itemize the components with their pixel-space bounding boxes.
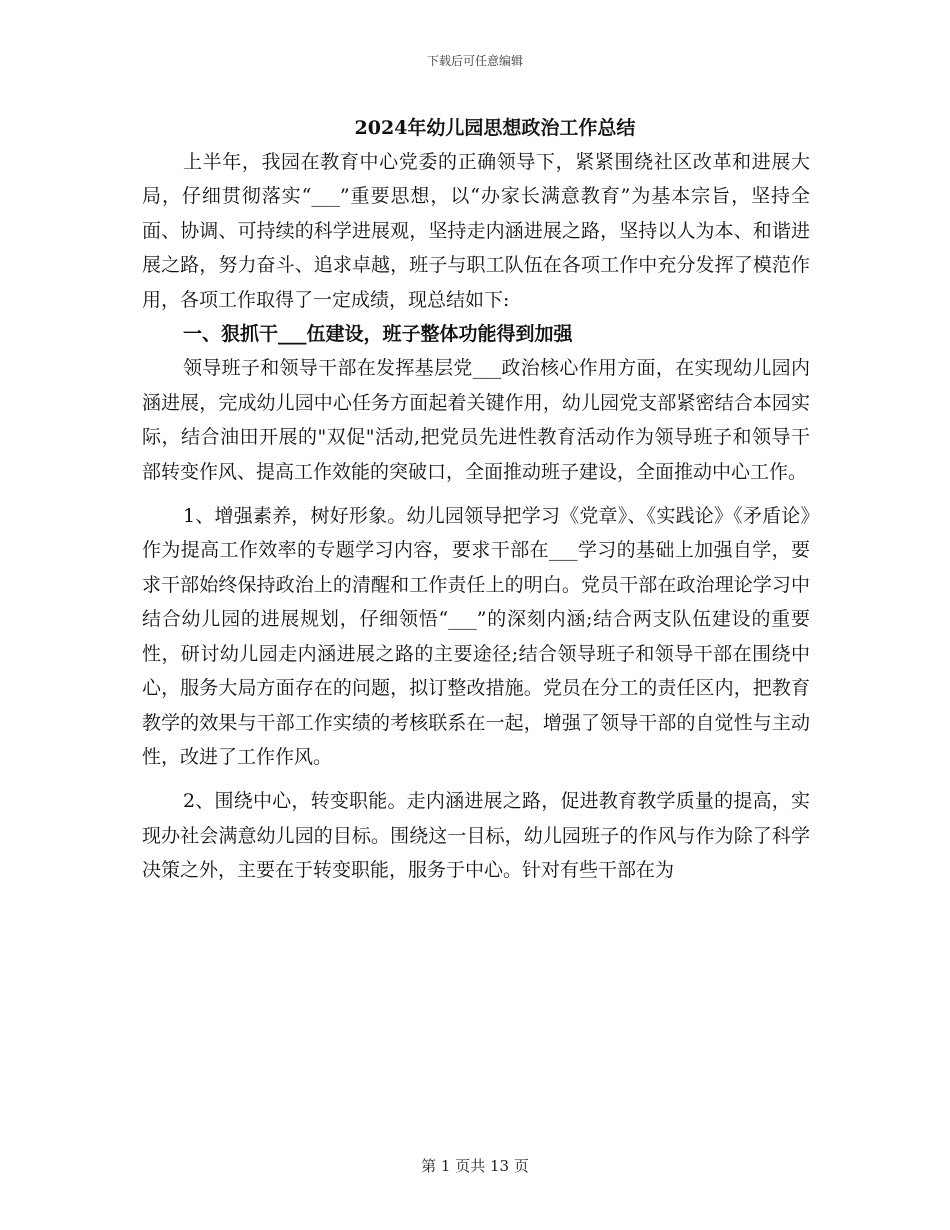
section-1-paragraph: 领导班子和领导干部在发挥基层党___政治核心作用方面，在实现幼儿园内涵进展，完成幼儿园中心任务方面起着关键作用，幼儿园党支部紧密结合本园实际，结合油田开展的"双促"活动,把党员先进性教育活动作为领导班子和领导干部转变作风、提高工作效能的突破口，全面推动班子建设，全面推动中心工作。 [142, 357, 810, 483]
item-1-paragraph: 1、增强素养，树好形象。幼儿园领导把学习《党章》、《实践论》《矛盾论》作为提高工作效率的专题学习内容，要求干部在___学习的基础上加强自学，要求干部始终保持政治上的清醒和工作责任上的明白。党员干部在政治理论学习中结合幼儿园的进展规划，仔细领悟“___”的深刻内涵;结合两支队伍建设的重要性，研讨幼儿园走内涵进展之路的主要途径;结合领导班子和领导干部在围绕中心，服务大局方面存在的问题，拟订整改措施。党员在分工的责任区内，把教育教学的效果与干部工作实绩的考核联系在一起，增强了领导干部的自觉性与主动性，改进了工作作风。 [142, 505, 810, 768]
section-heading-1: 一、狠抓干___伍建设，班子整体功能得到加强 [183, 323, 573, 346]
intro-paragraph: 上半年，我园在教育中心党委的正确领导下，紧紧围绕社区改革和进展大局，仔细贯彻落实“___”重要思想，以“办家长满意教育”为基本宗旨，坚持全面、协调、可持续的科学进展观，坚持走内涵进展之路，坚持以人为本、和谐进展之路，努力奋斗、追求卓越，班子与职工队伍在各项工作中充分发挥了模范作用，各项工作取得了一定成绩，现总结如下: [142, 151, 810, 311]
document-body [142, 145, 810, 888]
page-number: 第 1 页共 13 页 [421, 1157, 529, 1175]
page-header-note: 下载后可任意编辑 [426, 54, 523, 68]
document-title: 2024年幼儿园思想政治工作总结 [354, 117, 636, 139]
item-2-paragraph: 2、围绕中心，转变职能。走内涵进展之路，促进教育教学质量的提高，实现办社会满意幼儿园的目标。围绕这一目标，幼儿园班子的作风与作为除了科学决策之外，主要在于转变职能，服务于中心。针对有些干部在为 [142, 790, 810, 882]
